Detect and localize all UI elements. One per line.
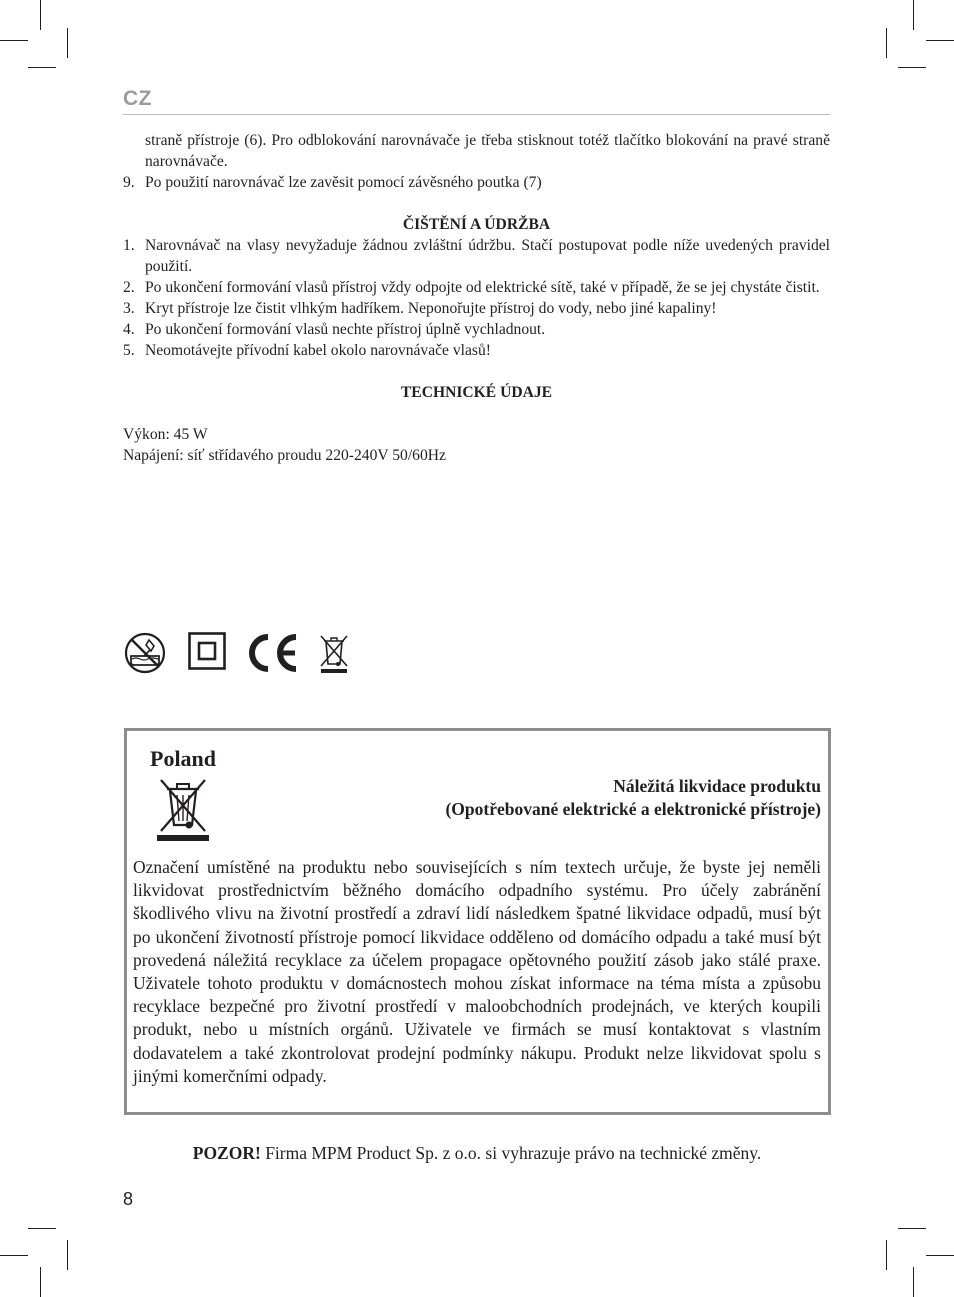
- crop-mark: [926, 40, 954, 41]
- crop-mark: [913, 0, 914, 30]
- crop-mark: [0, 1255, 28, 1256]
- double-insulation-icon: [188, 632, 226, 670]
- disposal-body: Označení umístěné na produktu nebo souvisejících s ním textech určuje, že byste jej neměli likvidovat prostřednictvím běžného domácího odpadního systému. Pro účely zabránění škodlivého vlivu na životní prostředí a zdraví lidí následkem špatné likvidace odpadů, musí být po ukončení životností přístroje pomocí likvidace odděleno od domácího odpadu a také musí být provedená náležitá recyklace za účelem propagace opětovného použití zásob jako stálé praxe. Uživatele tohoto produktu v domácnostech mohou získat informace na téma místa a způsobu recyklace bezpečné pro životní prostředí v maloobchodních prodejnách, ve kterých koupili produkt, nebo u místních orgánů. Uživatele ve firmách se musí kontaktovat s vlastním dodavatelem a také zkontrolovat prodejní podmínky nákupu. Produkt nelze likvidovat spolu s jinými komerčními odpady.: [133, 857, 821, 1086]
- list-text: Po ukončení formování vlasů přístroj vždy odpojte od elektrické sítě, také v případě, že se jej chystáte čistit.: [145, 279, 820, 296]
- list-item: [123, 298, 830, 319]
- list-item: [123, 235, 830, 277]
- weee-bin-icon: [153, 775, 213, 845]
- section-heading-specs: TECHNICKÉ ÚDAJE: [400, 384, 553, 401]
- crop-mark: [913, 1267, 914, 1297]
- crop-mark: [886, 28, 887, 58]
- crop-mark: [926, 1255, 954, 1256]
- continued-paragraph: straně přístroje (6). Pro odblokování narovnávače je třeba stisknout totéž tlačítko blokování na pravé straně narovnávače.: [145, 132, 830, 170]
- header-rule: [123, 114, 830, 115]
- spec-power: Výkon: 45 W: [123, 426, 208, 443]
- list-number: 5.: [123, 342, 135, 359]
- crop-mark: [28, 67, 56, 68]
- section-heading-cleaning: ČIŠTĚNÍ A ÚDRŽBA: [402, 216, 551, 233]
- list-number: 1.: [123, 237, 135, 254]
- country-label: Poland: [150, 746, 217, 771]
- list-number: 9.: [123, 174, 135, 191]
- list-number: 2.: [123, 279, 135, 296]
- crop-mark: [898, 67, 926, 68]
- crop-mark: [898, 1228, 926, 1229]
- weee-bin-icon: [318, 632, 350, 674]
- crop-mark: [67, 1240, 68, 1270]
- disposal-title-line: Náležitá likvidace produktu: [613, 776, 821, 796]
- warning-text: Firma MPM Product Sp. z o.o. si vyhrazuje právo na technické změny.: [260, 1143, 762, 1163]
- no-water-bath-icon: [124, 632, 166, 674]
- list-item: [123, 340, 830, 361]
- list-number: 3.: [123, 300, 135, 317]
- crop-mark: [40, 0, 41, 30]
- warning-note: [0, 1143, 954, 1164]
- crop-mark: [67, 28, 68, 58]
- list-text: Kryt přístroje lze čistit vlhkým hadříkem. Neponořujte přístroj do vody, nebo jiné kapaliny!: [145, 300, 717, 317]
- spec-supply: Napájení: síť střídavého proudu 220-240V 50/60Hz: [123, 447, 446, 464]
- list-text: Po použití narovnávač lze zavěsit pomocí závěsného poutka (7): [145, 174, 542, 191]
- list-number: 4.: [123, 321, 135, 338]
- crop-mark: [886, 1240, 887, 1270]
- list-text: Narovnávač na vlasy nevyžaduje žádnou zvláštní údržbu. Stačí postupovat podle níže uvedených pravidel použití.: [145, 237, 830, 275]
- list-text: Neomotávejte přívodní kabel okolo narovnávače vlasů!: [145, 342, 491, 359]
- list-item: [123, 319, 830, 340]
- disposal-title: [445, 775, 821, 821]
- crop-mark: [40, 1267, 41, 1297]
- ce-mark-icon: [246, 634, 300, 672]
- crop-mark: [0, 40, 28, 41]
- list-item: [123, 277, 830, 298]
- disposal-info-box: [124, 728, 831, 1115]
- list-text: Po ukončení formování vlasů nechte přístroj úplně vychladnout.: [145, 321, 546, 338]
- page-content: [123, 130, 830, 466]
- language-code: CZ: [123, 87, 152, 110]
- warning-label: POZOR!: [192, 1143, 261, 1163]
- crop-mark: [28, 1228, 56, 1229]
- page-number: 8: [123, 1189, 134, 1209]
- disposal-title-line: (Opotřebované elektrické a elektronické přístroje): [445, 799, 821, 819]
- list-item: [123, 172, 830, 193]
